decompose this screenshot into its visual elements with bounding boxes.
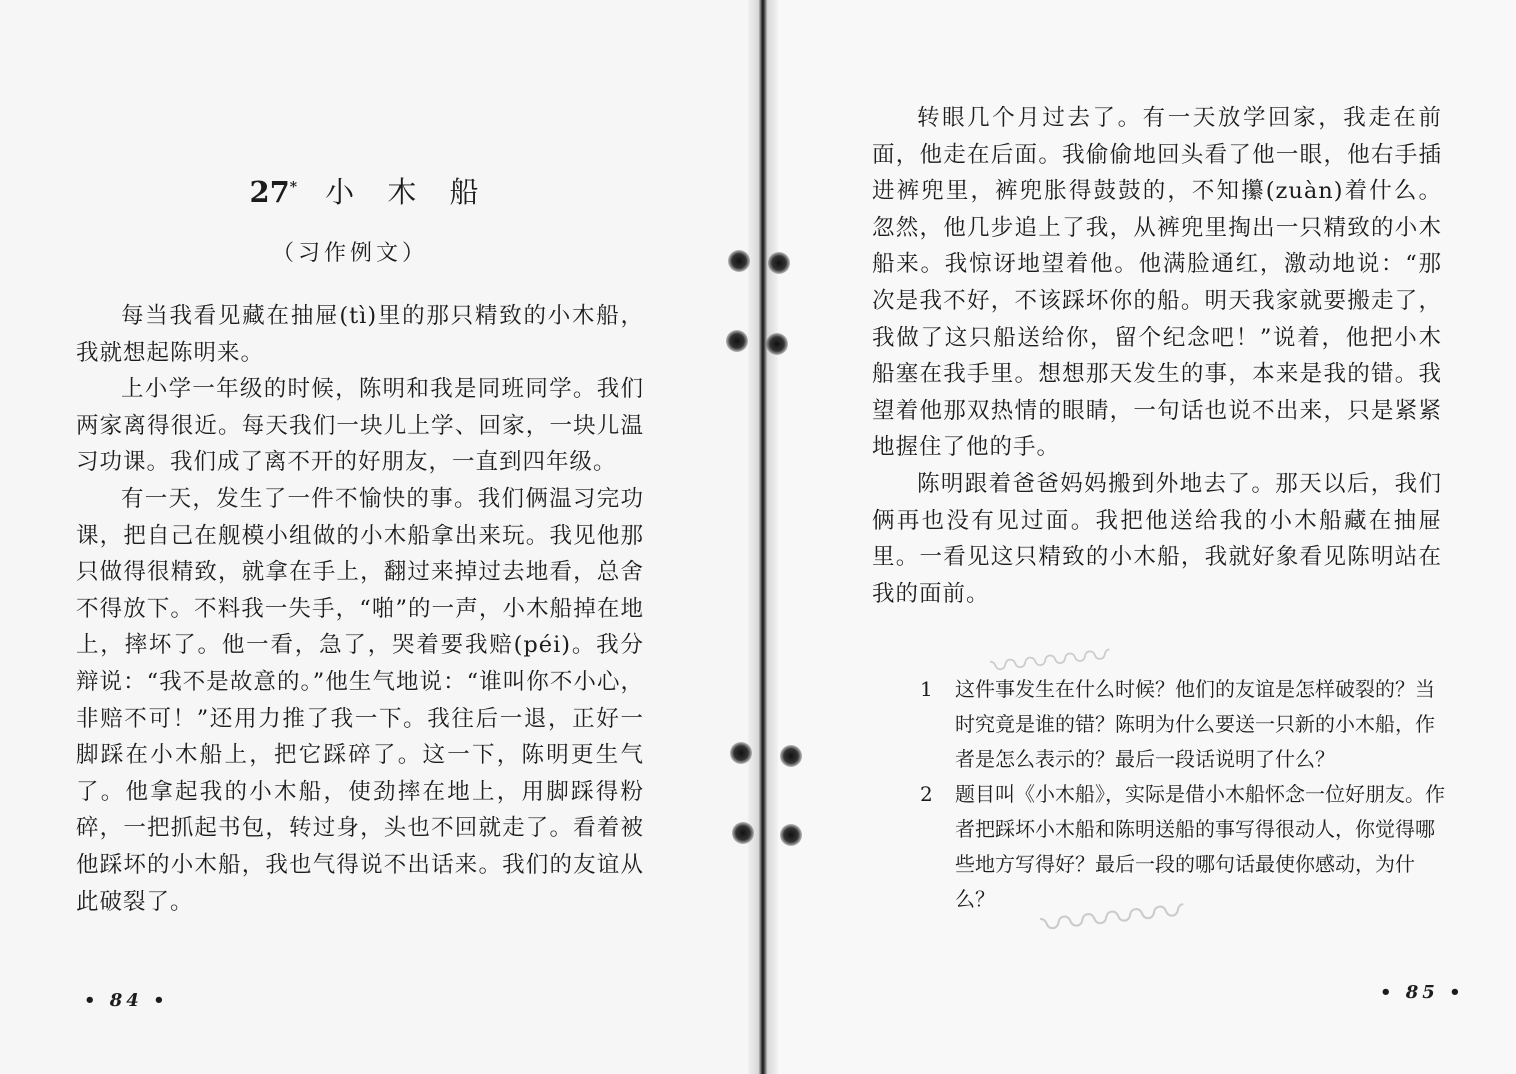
question-item (920, 672, 1450, 777)
question-text: 这件事发生在什么时候？他们的友谊是怎样破裂的？当时究竟是谁的错？陈明为什么要送一只新的小木船，作者是怎么表示的？最后一段话说明了什么？ (955, 677, 1435, 771)
paragraph: 每当我看见藏在抽屉(tì)里的那只精致的小木船，我就想起陈明来。 (76, 303, 644, 366)
paragraph: 转眼几个月过去了。有一天放学回家，我走在前面，他走在后面。我偷偷地回头看了他一眼，他右手插进裤兜里，裤兜胀得鼓鼓的，不知攥(zuàn)着什么。忽然，他几步追上了我，从裤兜里掏出一只精致的小木船来。我惊讶地望着他。他满脸通红，激动地说：“那次是我不好，不该踩坏你的船。明天我家就要搬走了，我做了这只船送给你，留个纪念吧！”说着，他把小木船塞在我手里。想想那天发生的事，本来是我的错。我望着他那双热情的眼睛，一句话也说不出来，只是紧紧地握住了他的手。 (872, 105, 1442, 461)
question-text: 题目叫《小木船》，实际是借小木船怀念一位好朋友。作者把踩坏小木船和陈明送船的事写得很动人，你觉得哪些地方写得好？最后一段的哪句话最使你感动，为什么？ (955, 782, 1445, 911)
page-number-right: • 85 • (1380, 982, 1465, 1003)
binding-hole (726, 330, 748, 352)
book-spine (748, 0, 778, 1074)
left-body-text (76, 298, 644, 920)
question-item (920, 777, 1450, 917)
binding-hole (728, 250, 750, 272)
paragraph: 有一天，发生了一件不愉快的事。我们俩温习完功课，把自己在舰模小组做的小木船拿出来玩。我见他那只做得很精致，就拿在手上，翻过来掉过去地看，总舍不得放下。不料我一失手，“啪”的一声，小木船掉在地上，摔坏了。他一看，急了，哭着要我赔(péi)。我分辩说：“我不是故意的。”他生气地说：“谁叫你不小心，非赔不可！”还用力推了我一下。我往后一退，正好一脚踩在小木船上，把它踩碎了。这一下，陈明更生气了。他拿起我的小木船，使劲摔在地上，用脚踩得粉碎，一把抓起书包，转过身，头也不回就走了。看着被他踩坏的小木船，我也气得说不出话来。我们的友谊从此破裂了。 (76, 485, 644, 915)
question-number: 2 (920, 782, 933, 806)
binding-hole (780, 745, 802, 767)
binding-hole (730, 742, 752, 764)
page-number-left: • 84 • (84, 990, 169, 1011)
lesson-title-text: 小 木 船 (325, 175, 491, 209)
exercise-questions (920, 672, 1450, 917)
pencil-scribble: 〰〰〰 (1037, 883, 1188, 955)
binding-hole (780, 824, 802, 846)
binding-hole (768, 252, 790, 274)
question-number: 1 (920, 677, 933, 701)
lesson-subtitle: （习作例文） (271, 241, 428, 266)
binding-hole (766, 333, 788, 355)
paragraph: 上小学一年级的时候，陈明和我是同班同学。我们两家离得很近。每天我们一块儿上学、回家，一块儿温习功课。我们成了离不开的好朋友，一直到四年级。 (76, 376, 644, 476)
paragraph: 陈明跟着爸爸妈妈搬到外地去了。那天以后，我们俩再也没有见过面。我把他送给我的小木船藏在抽屉里。一看见这只精致的小木船，我就好象看见陈明站在我的面前。 (872, 470, 1442, 607)
lesson-number: 27* (249, 175, 298, 209)
lesson-title (0, 170, 740, 211)
right-body-text (872, 100, 1442, 612)
binding-hole (732, 822, 754, 844)
pencil-scribble: 〰〰〰 (988, 632, 1113, 692)
